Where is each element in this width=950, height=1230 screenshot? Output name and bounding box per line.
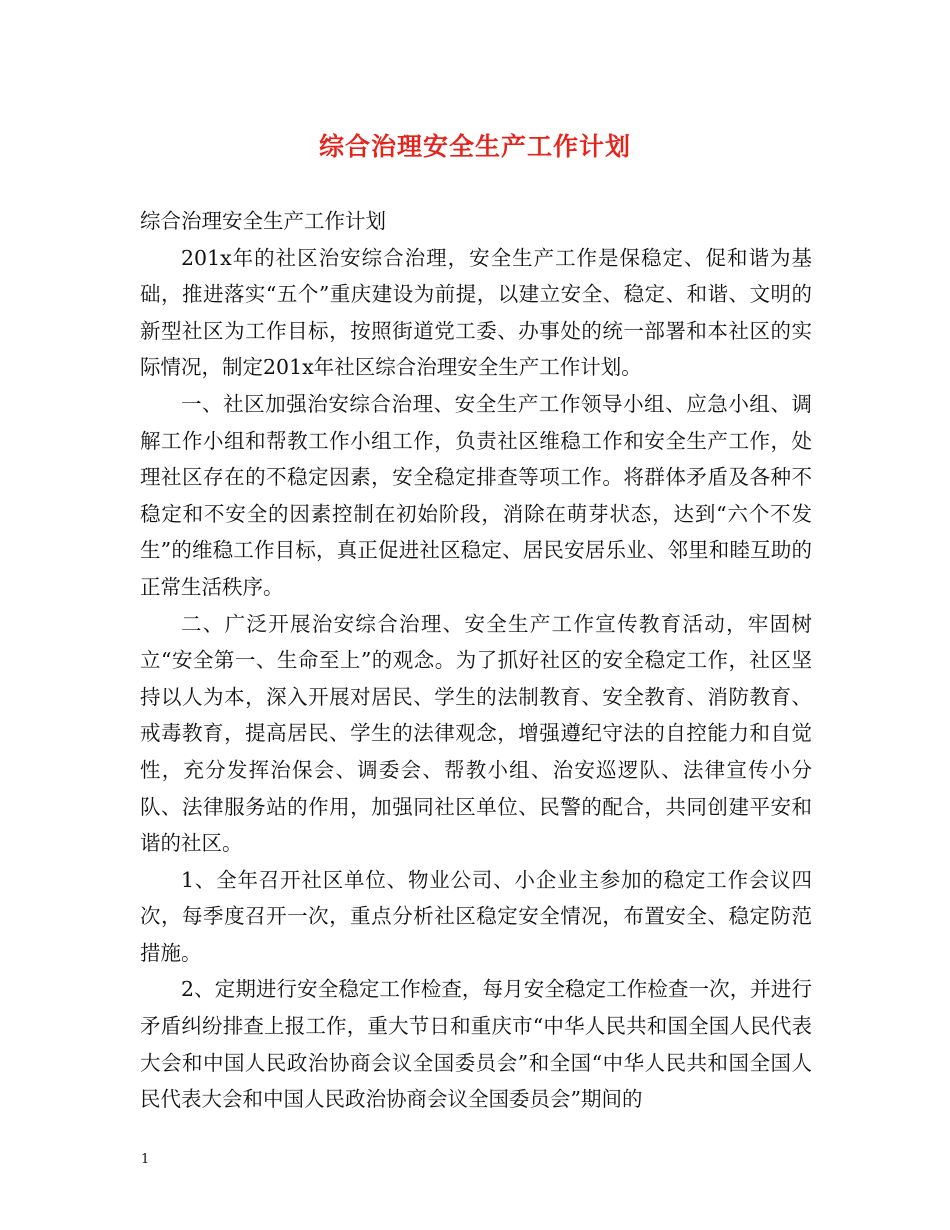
intro-paragraph: 201x年的社区治安综合治理，安全生产工作是保稳定、促和谐为基础，推进落实“五个”重庆建设为前提，以建立安全、稳定、和谐、文明的新型社区为工作目标，按照街道党工委、办事处的统一部署和本社区的实际情况，制定201x年社区综合治理安全生产工作计划。 [140, 245, 812, 380]
page-number: 1 [141, 1152, 150, 1167]
subtitle-paragraph: 综合治理安全生产工作计划 [140, 209, 386, 233]
page-title: 综合治理安全生产工作计划 [318, 132, 631, 161]
document-body [140, 203, 812, 1118]
section-one-paragraph: 一、社区加强治安综合治理、安全生产工作领导小组、应急小组、调解工作小组和帮教工作小组工作，负责社区维稳工作和安全生产工作，处理社区存在的不稳定因素，安全稳定排查等项工作。将群体矛盾及各种不稳定和不安全的因素控制在初始阶段，消除在萌芽状态，达到“六个不发生”的维稳工作目标，真正促进社区稳定、居民安居乐业、邻里和睦互助的正常生活秩序。 [140, 391, 812, 599]
item-one-paragraph: 1、全年召开社区单位、物业公司、小企业主参加的稳定工作会议四次，每季度召开一次，重点分析社区稳定安全情况，布置安全、稳定防范措施。 [140, 867, 812, 965]
section-two-paragraph: 二、广泛开展治安综合治理、安全生产工作宣传教育活动，牢固树立“安全第一、生命至上”的观念。为了抓好社区的安全稳定工作，社区坚持以人为本，深入开展对居民、学生的法制教育、安全教育、消防教育、戒毒教育，提高居民、学生的法律观念，增强遵纪守法的自控能力和自觉性，充分发挥治保会、调委会、帮教小组、治安巡逻队、法律宣传小分队、法律服务站的作用，加强同社区单位、民警的配合，共同创建平安和谐的社区。 [140, 611, 812, 856]
item-two-paragraph: 2、定期进行安全稳定工作检查，每月安全稳定工作检查一次，并进行矛盾纠纷排查上报工作，重大节日和重庆市“中华人民共和国全国人民代表大会和中国人民政治协商会议全国委员会”和全国“中华人民共和国全国人民代表大会和中国人民政治协商会议全国委员会”期间的 [140, 977, 812, 1112]
